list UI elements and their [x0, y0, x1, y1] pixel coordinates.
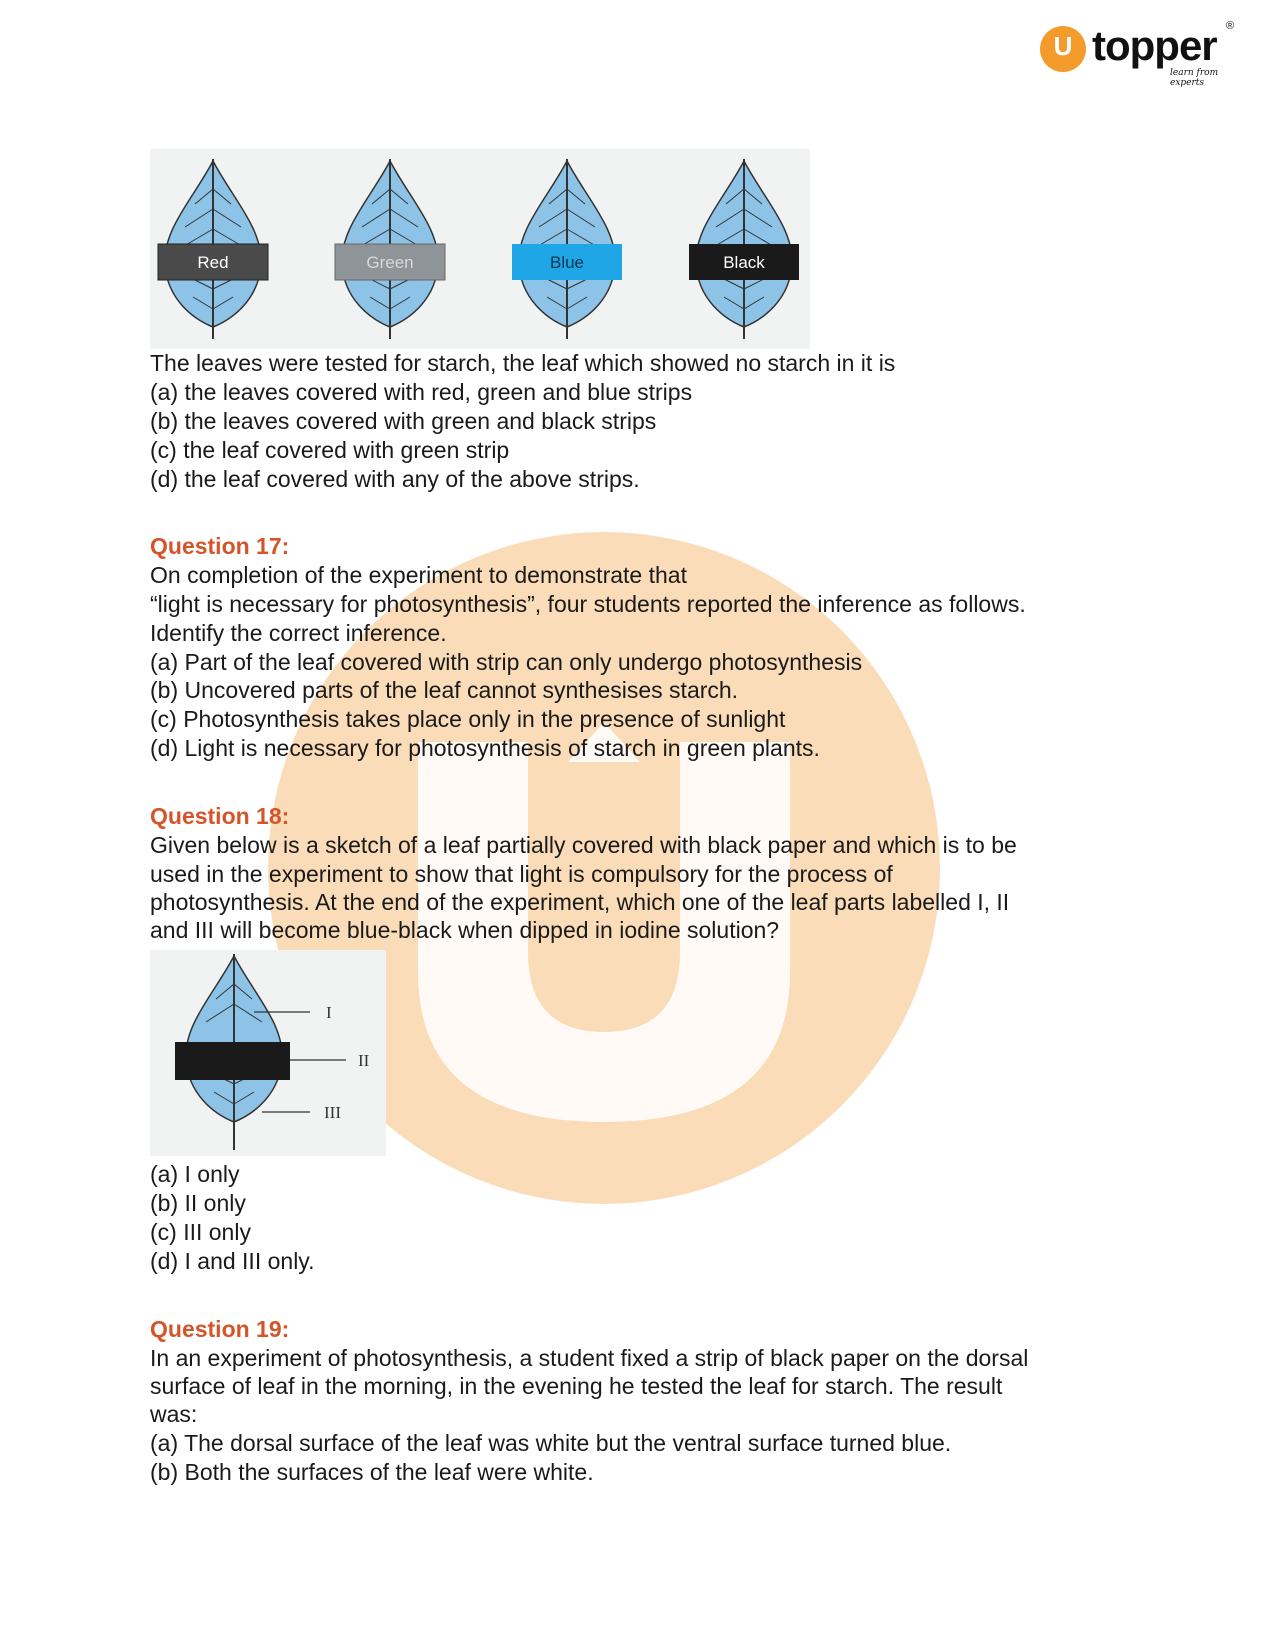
logo-wordmark: topper [1092, 22, 1217, 69]
q18-stem-line3: photosynthesis. At the end of the experiment, which one of the leaf parts labelled I, II [150, 889, 1010, 915]
strip-label-blue: Blue [549, 253, 585, 272]
q16-option-c: (c) the leaf covered with green strip [150, 437, 510, 463]
q17-stem-line1: On completion of the experiment to demonstrate that [150, 562, 687, 588]
q19-stem-line2: surface of leaf in the morning, in the evening he tested the leaf for starch. The result [150, 1373, 1003, 1399]
strip-label-red: Red [197, 253, 229, 272]
strip-label-black: Black [723, 253, 765, 272]
q19-stem-line1: In an experiment of photosynthesis, a student fixed a strip of black paper on the dorsal [150, 1345, 1029, 1371]
label-II: II [358, 1051, 370, 1070]
q19-title: Question 19: [150, 1316, 290, 1342]
q17-option-d: (d) Light is necessary for photosynthesis of starch in green plants. [150, 735, 820, 761]
covered-leaf-figure [150, 950, 386, 1156]
leaf-green [335, 159, 445, 339]
logo-tagline: learn from experts [1170, 68, 1219, 88]
q16-option-a: (a) the leaves covered with red, green and blue strips [150, 379, 693, 405]
label-III: III [324, 1103, 341, 1122]
q17-title: Question 17: [150, 533, 290, 559]
q17-option-b: (b) Uncovered parts of the leaf cannot synthesises starch. [150, 677, 739, 703]
q18-option-a: (a) I only [150, 1161, 240, 1187]
q16-option-d: (d) the leaf covered with any of the above strips. [150, 466, 640, 492]
q18-stem-line4: and III will become blue-black when dipped in iodine solution? [150, 917, 780, 943]
q18-option-d: (d) I and III only. [150, 1248, 315, 1274]
q17-stem-line2: “light is necessary for photosynthesis”, four students reported the inference as follows. [150, 591, 1026, 617]
q18-option-b: (b) II only [150, 1190, 246, 1216]
q19-option-b: (b) Both the surfaces of the leaf were white. [150, 1459, 594, 1485]
topper-logo [1040, 20, 1240, 88]
q16-stem: The leaves were tested for starch, the leaf which showed no starch in it is [150, 350, 896, 376]
leaf-black [689, 159, 799, 339]
label-I: I [326, 1003, 332, 1022]
q19-option-a: (a) The dorsal surface of the leaf was white but the ventral surface turned blue. [150, 1430, 952, 1456]
q18-title: Question 18: [150, 803, 290, 829]
leaves-strips-figure [150, 149, 810, 349]
leaf-blue [512, 159, 622, 339]
q17-option-a: (a) Part of the leaf covered with strip can only undergo photosynthesis [150, 649, 863, 675]
q18-stem-line1: Given below is a sketch of a leaf partially covered with black paper and which is to be [150, 832, 1017, 858]
q19-stem-line3: was: [150, 1401, 198, 1427]
registered-mark: ® [1226, 20, 1235, 32]
q16-option-b: (b) the leaves covered with green and black strips [150, 408, 657, 434]
strip-label-green: Green [366, 253, 414, 272]
leaf-red [158, 159, 268, 339]
q18-option-c: (c) III only [150, 1219, 251, 1245]
logo-circle-icon: U [1040, 26, 1086, 72]
q18-stem-line2: used in the experiment to show that light is compulsory for the process of [150, 861, 893, 887]
q17-option-c: (c) Photosynthesis takes place only in the presence of sunlight [150, 706, 786, 732]
q17-stem-line3: Identify the correct inference. [150, 620, 447, 646]
